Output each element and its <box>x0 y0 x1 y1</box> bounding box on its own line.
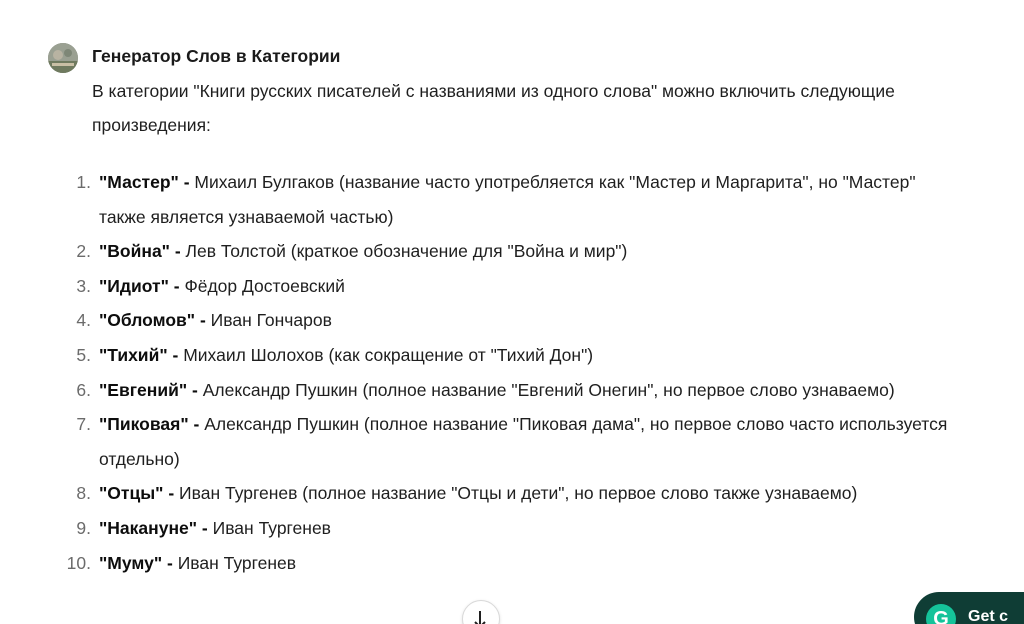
work-description: Александр Пушкин (полное название "Евгений Онегин", но первое слово узнаваемо) <box>202 379 895 400</box>
title-separator: - <box>169 241 186 262</box>
title-separator: - <box>195 310 211 331</box>
work-title: "Накануне" <box>99 517 198 538</box>
intro-paragraph: В категории "Книги русских писателей с названиями из одного слова" можно включить следующие произведения: <box>92 81 895 135</box>
work-description: Иван Гончаров <box>210 310 332 331</box>
list-item-number: 9. <box>76 517 91 538</box>
title-separator: - <box>163 483 180 504</box>
title-separator: - <box>197 517 213 538</box>
list-item-number: 3. <box>76 275 91 296</box>
list-item-number: 7. <box>76 414 91 435</box>
work-description: Иван Тургенев <box>177 552 297 573</box>
assistant-name: Генератор Слов в Категории <box>92 46 341 66</box>
grammarly-button-label: Get c <box>968 608 1009 624</box>
list-item <box>48 234 948 269</box>
list-item-number: 6. <box>76 379 91 400</box>
list-item <box>48 546 948 581</box>
work-description: Фёдор Достоевский <box>184 275 345 296</box>
list-item-number: 4. <box>76 310 91 331</box>
list-item-number: 2. <box>76 241 91 262</box>
work-description: Лев Толстой (краткое обозначение для "Война и мир") <box>185 241 628 262</box>
list-item <box>48 303 948 338</box>
grammarly-get-button[interactable] <box>914 592 1024 624</box>
list-item <box>48 476 948 511</box>
work-title: "Евгений" <box>99 379 188 400</box>
work-description: Иван Тургенев (полное название "Отцы и дети", но первое слово также узнаваемо) <box>179 483 858 504</box>
list-item-number: 1. <box>76 172 91 192</box>
work-title: "Муму" <box>99 552 163 573</box>
work-title: "Война" <box>99 241 170 262</box>
list-item <box>48 373 948 408</box>
list-item-number: 8. <box>76 483 91 504</box>
work-title: "Обломов" <box>99 310 196 331</box>
work-title: "Мастер" <box>99 172 179 192</box>
title-separator: - <box>162 552 178 573</box>
title-separator: - <box>168 275 185 296</box>
works-list <box>48 165 948 580</box>
list-item <box>48 407 948 476</box>
work-description: Михаил Шолохов (как сокращение от "Тихий Дон") <box>183 344 594 365</box>
work-title: "Пиковая" <box>99 414 189 435</box>
title-separator: - <box>167 344 184 365</box>
list-item <box>48 269 948 304</box>
work-title: "Отцы" <box>99 483 164 504</box>
work-title: "Идиот" <box>99 275 169 296</box>
list-item <box>48 511 948 546</box>
list-item <box>48 338 948 373</box>
assistant-avatar[interactable] <box>48 43 78 73</box>
work-description: Иван Тургенев <box>212 517 331 538</box>
list-item-number: 10. <box>66 552 91 573</box>
work-description: Михаил Булгаков (название часто употребляется как "Мастер и Маргарита", но "Мастер" также является узнаваемой частью) <box>99 172 916 227</box>
title-separator: - <box>188 414 205 435</box>
title-separator: - <box>187 379 203 400</box>
list-item-number: 5. <box>76 344 91 365</box>
grammarly-logo-icon: G <box>926 604 956 624</box>
list-item <box>48 165 948 234</box>
arrow-down-icon <box>473 609 487 624</box>
title-separator: - <box>178 172 195 192</box>
work-title: "Тихий" <box>99 344 168 365</box>
work-description: Александр Пушкин (полное название "Пиковая дама", но первое слово часто используется отдельно) <box>99 414 948 469</box>
scroll-down-button[interactable] <box>462 600 500 624</box>
